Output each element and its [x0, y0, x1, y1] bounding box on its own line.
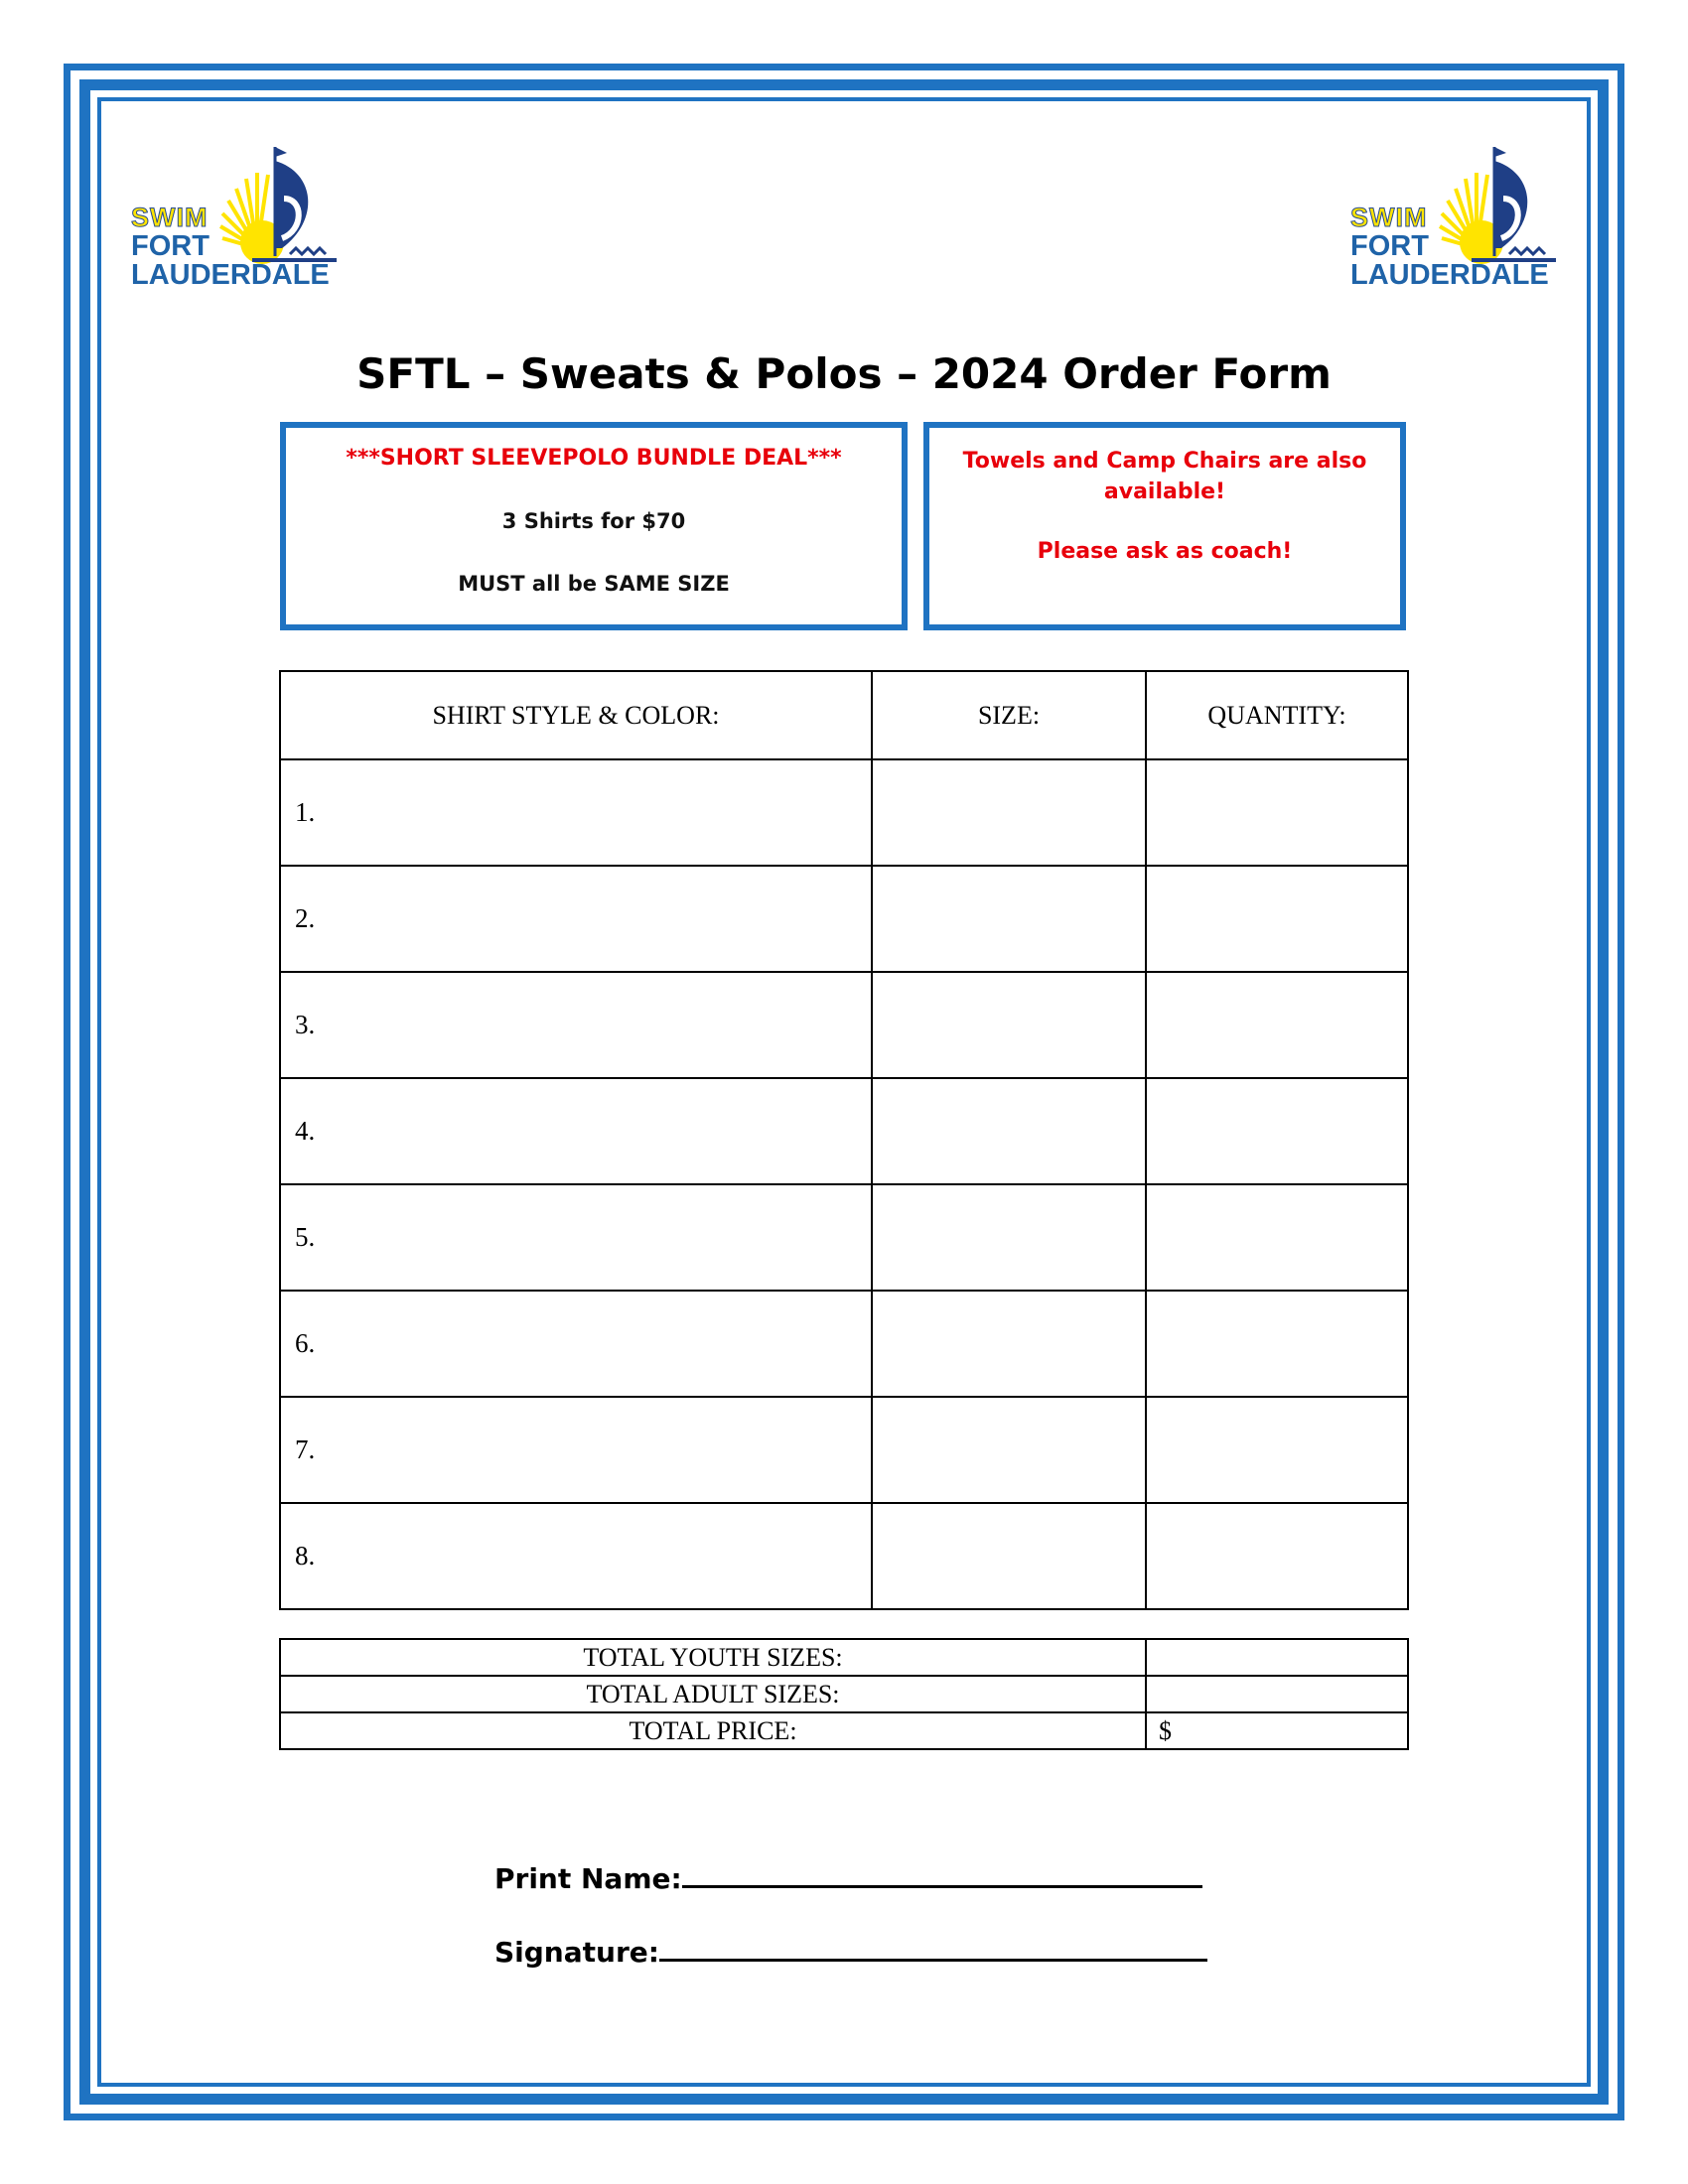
bundle-deal-note: MUST all be SAME SIZE: [458, 572, 730, 596]
order-table-header-row: [280, 671, 1408, 759]
shirt-style-cell[interactable]: 2.: [280, 866, 872, 972]
shirt-style-cell[interactable]: 5.: [280, 1184, 872, 1291]
column-header-quantity: QUANTITY:: [1146, 671, 1408, 759]
shirt-style-cell[interactable]: 6.: [280, 1291, 872, 1397]
shirt-style-cell[interactable]: 3.: [280, 972, 872, 1078]
table-row: [280, 866, 1408, 972]
form-title: SFTL – Sweats & Polos – 2024 Order Form: [356, 349, 1332, 398]
extras-box: [923, 422, 1406, 630]
shirt-style-cell[interactable]: 1.: [280, 759, 872, 866]
quantity-cell[interactable]: [1146, 866, 1408, 972]
shirt-style-cell[interactable]: 7.: [280, 1397, 872, 1503]
size-cell[interactable]: [872, 1184, 1146, 1291]
quantity-cell[interactable]: [1146, 1397, 1408, 1503]
total-price-label: TOTAL PRICE:: [280, 1712, 1146, 1749]
size-cell[interactable]: [872, 1397, 1146, 1503]
logo-lauderdale-text: LAUDERDALE: [1350, 259, 1549, 291]
table-row: [280, 972, 1408, 1078]
total-adult-field[interactable]: [1146, 1676, 1408, 1712]
quantity-cell[interactable]: [1146, 1078, 1408, 1184]
total-youth-row: [280, 1639, 1408, 1676]
table-row: [280, 1184, 1408, 1291]
logo-swim-text: SWIM: [131, 203, 209, 232]
logo-lauderdale-text: LAUDERDALE: [131, 259, 330, 291]
shirt-style-cell[interactable]: 4.: [280, 1078, 872, 1184]
quantity-cell[interactable]: [1146, 1184, 1408, 1291]
signature-row: [494, 1936, 1207, 1969]
size-cell[interactable]: [872, 866, 1146, 972]
swim-fort-lauderdale-logo-right: [1342, 139, 1581, 308]
bundle-deal-price: 3 Shirts for $70: [501, 509, 686, 533]
quantity-cell[interactable]: [1146, 1503, 1408, 1609]
sailboat-sun-icon: [212, 139, 342, 268]
print-name-row: [494, 1862, 1202, 1895]
column-header-shirt-style: SHIRT STYLE & COLOR:: [280, 671, 872, 759]
table-row: [280, 759, 1408, 866]
logo-swim-text: SWIM: [1350, 203, 1428, 232]
swim-fort-lauderdale-logo-left: [123, 139, 361, 308]
total-price-row: [280, 1712, 1408, 1749]
quantity-cell[interactable]: [1146, 972, 1408, 1078]
size-cell[interactable]: [872, 1503, 1146, 1609]
table-row: [280, 1397, 1408, 1503]
quantity-cell[interactable]: [1146, 1291, 1408, 1397]
size-cell[interactable]: [872, 1291, 1146, 1397]
size-cell[interactable]: [872, 972, 1146, 1078]
bundle-deal-box: [280, 422, 908, 630]
total-youth-label: TOTAL YOUTH SIZES:: [280, 1639, 1146, 1676]
logo-fort-text: FORT: [1350, 230, 1429, 262]
total-youth-field[interactable]: [1146, 1639, 1408, 1676]
signature-field[interactable]: [659, 1958, 1207, 1962]
total-adult-row: [280, 1676, 1408, 1712]
shirt-style-cell[interactable]: 8.: [280, 1503, 872, 1609]
size-cell[interactable]: [872, 1078, 1146, 1184]
order-table: [279, 670, 1409, 1610]
size-cell[interactable]: [872, 759, 1146, 866]
table-row: [280, 1503, 1408, 1609]
table-row: [280, 1291, 1408, 1397]
total-price-field[interactable]: $: [1146, 1712, 1408, 1749]
extras-ask-coach-text: Please ask as coach!: [1037, 539, 1293, 564]
totals-table: [279, 1638, 1409, 1750]
column-header-size: SIZE:: [872, 671, 1146, 759]
table-row: [280, 1078, 1408, 1184]
logo-fort-text: FORT: [131, 230, 210, 262]
print-name-label: Print Name:: [494, 1862, 682, 1895]
quantity-cell[interactable]: [1146, 759, 1408, 866]
signature-label: Signature:: [494, 1936, 659, 1969]
print-name-field[interactable]: [682, 1884, 1202, 1888]
bundle-deal-heading: ***SHORT SLEEVEPOLO BUNDLE DEAL***: [346, 446, 842, 471]
extras-availability-text: Towels and Camp Chairs are also available!: [962, 449, 1367, 504]
sailboat-sun-icon: [1432, 139, 1561, 268]
total-adult-label: TOTAL ADULT SIZES:: [280, 1676, 1146, 1712]
